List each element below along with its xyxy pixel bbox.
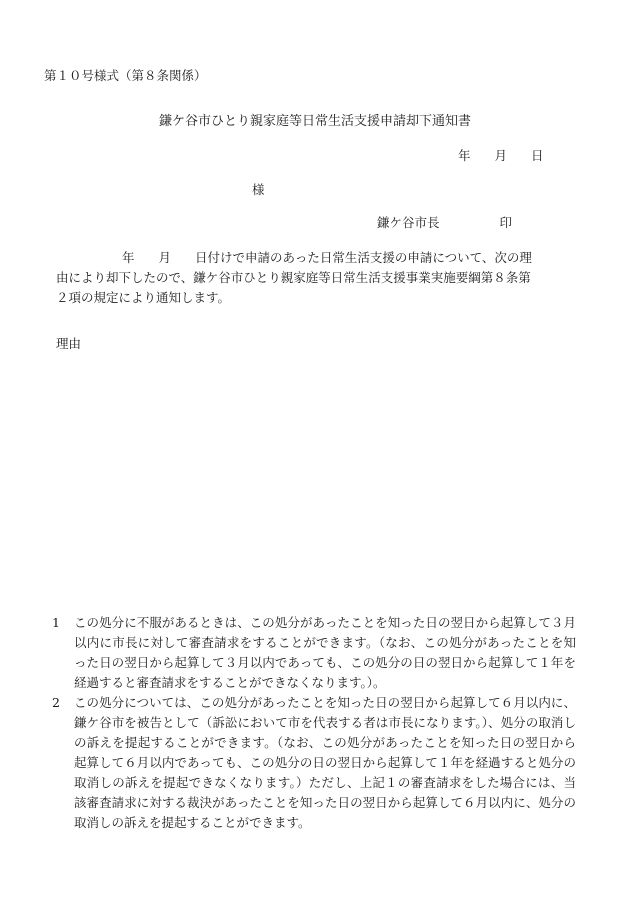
date-line — [458, 146, 544, 164]
body-month-label: 月 — [158, 250, 172, 265]
form-number: 第１０号様式（第８条関係） — [44, 68, 207, 83]
body-line-1 — [56, 248, 548, 268]
note-item — [52, 693, 576, 833]
body-line-3: ２項の規定により通知します。 — [56, 290, 231, 305]
date-day-label: 日 — [531, 148, 544, 163]
document-title: 鎌ケ谷市ひとり親家庭等日常生活支援申請却下通知書 — [159, 114, 472, 129]
note-number: 1 — [52, 615, 60, 630]
note-text: この処分については、この処分があったことを知った日の翌日から起算して６月以内に、鎌ケ谷市を被告として（訴訟において市を代表する者は市長になります。）、処分の取消しの訴えを提起することができます。（なお、この処分があったことを知った日の翌日から起算して６月以内であっても、この処分の日の翌日から起算して１年を経過すると処分の取消しの訴えを提起できなくなります。）ただし、上記１の審査請求をした場合には、当該審査請求に対する裁決があったことを知った日の翌日から起算して６月以内に、処分の取消しの訴えを提起することができます。 — [74, 695, 576, 830]
notes-section — [52, 613, 576, 833]
reason-label: 理由 — [56, 336, 82, 351]
note-text: この処分に不服があるときは、この処分があったことを知った日の翌日から起算して３月以内に市長に対して審査請求をすることができます。（なお、この処分があったことを知った日の翌日から起算して３月以内であっても、この処分の日の翌日から起算して１年を経過すると審査請求をすることができなくなります。）。 — [74, 615, 576, 690]
body-year-label: 年 — [122, 250, 135, 265]
date-month-label: 月 — [494, 148, 508, 163]
addressee-suffix: 様 — [252, 182, 265, 197]
issuer-name: 鎌ケ谷市長 — [377, 215, 440, 230]
body-line-2: 由により却下したので、鎌ケ谷市ひとり親家庭等日常生活支援事業実施要綱第８条第 — [56, 270, 531, 285]
note-item — [52, 613, 576, 693]
seal-mark: 印 — [499, 215, 513, 230]
body-paragraph — [56, 248, 548, 308]
date-year-label: 年 — [458, 148, 471, 163]
note-number: 2 — [52, 695, 60, 710]
body-line-1-text: 日付けで申請のあった日常生活支援の申請について、次の理 — [195, 250, 532, 265]
issuer — [377, 213, 512, 231]
